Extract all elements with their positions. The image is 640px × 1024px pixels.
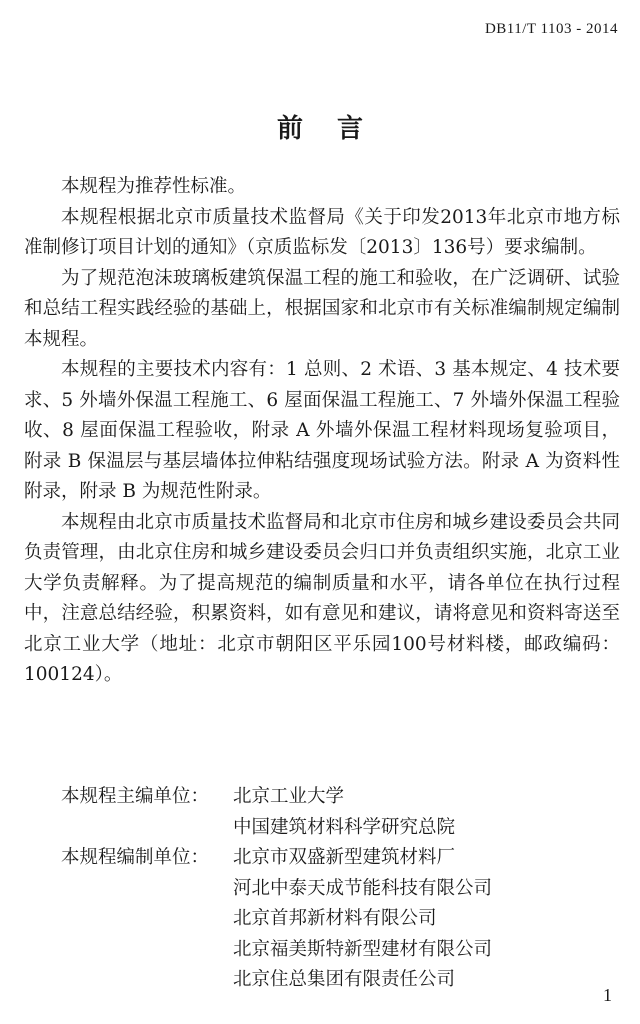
participating-unit-item: 北京首邦新材料有限公司 [233, 908, 437, 929]
participating-units-label: 本规程编制单位： [61, 847, 210, 868]
chief-units-list [233, 782, 455, 843]
page-title: 前言 [276, 114, 397, 144]
participating-unit-item: 北京福美斯特新型建材有限公司 [233, 938, 493, 960]
chief-units-label: 本规程主编单位： [61, 786, 210, 807]
paragraph-5: 本规程由北京市质量技术监督局和北京市住房和城乡建设委员会共同负责管理，由北京住房和城乡建设委员会归口并负责组织实施，北京工业大学负责解释。为了提高规范的编制质量和水平，请各单位在执行过程中，注意总结经验，积累资料，如有意见和建议，请将意见和资料寄送至北京工业大学（地址：北京市朝阳区平乐园100号材料楼，邮政编码：100124）。 [24, 511, 620, 685]
participating-unit-item: 北京住总集团有限责任公司 [233, 969, 456, 990]
chief-unit-item: 中国建筑材料科学研究总院 [233, 816, 456, 838]
participating-unit-item: 北京市双盛新型建筑材料厂 [233, 847, 456, 868]
preface-body [24, 172, 620, 691]
participating-unit-item: 河北中泰天成节能科技有限公司 [233, 877, 493, 899]
paragraph-3: 为了规范泡沫玻璃板建筑保温工程的施工和验收，在广泛调研、试验和总结工程实践经验的基础上，根据国家和北京市有关标准编制规定编制本规程。 [24, 267, 620, 350]
paragraph-1: 本规程为推荐性标准。 [61, 176, 247, 197]
page-number: 1 [603, 985, 612, 1005]
paragraph-4: 本规程的主要技术内容有：1 总则、2 术语、3 基本规定、4 技术要求、5 外墙外保温工程施工、6 屋面保温工程施工、7 外墙外保温工程验收、8 屋面保温工程验收，附录 A 外墙外保温工程材料现场复验项目，附录 B 保温层与基层墙体拉伸粘结强度现场试验方法。附录 A 为资料性附录，附录 B 为规范性附录。 [24, 359, 620, 502]
standard-code: DB11/T 1103 - 2014 [484, 21, 618, 37]
participating-units [61, 843, 492, 996]
participating-units-list [233, 843, 492, 996]
paragraph-2: 本规程根据北京市质量技术监督局《关于印发2013年北京市地方标准制修订项目计划的通知》（京质监标发〔2013〕136号）要求编制。 [24, 206, 620, 258]
chief-unit-item: 北京工业大学 [233, 786, 345, 807]
chief-editor-units [61, 782, 455, 843]
